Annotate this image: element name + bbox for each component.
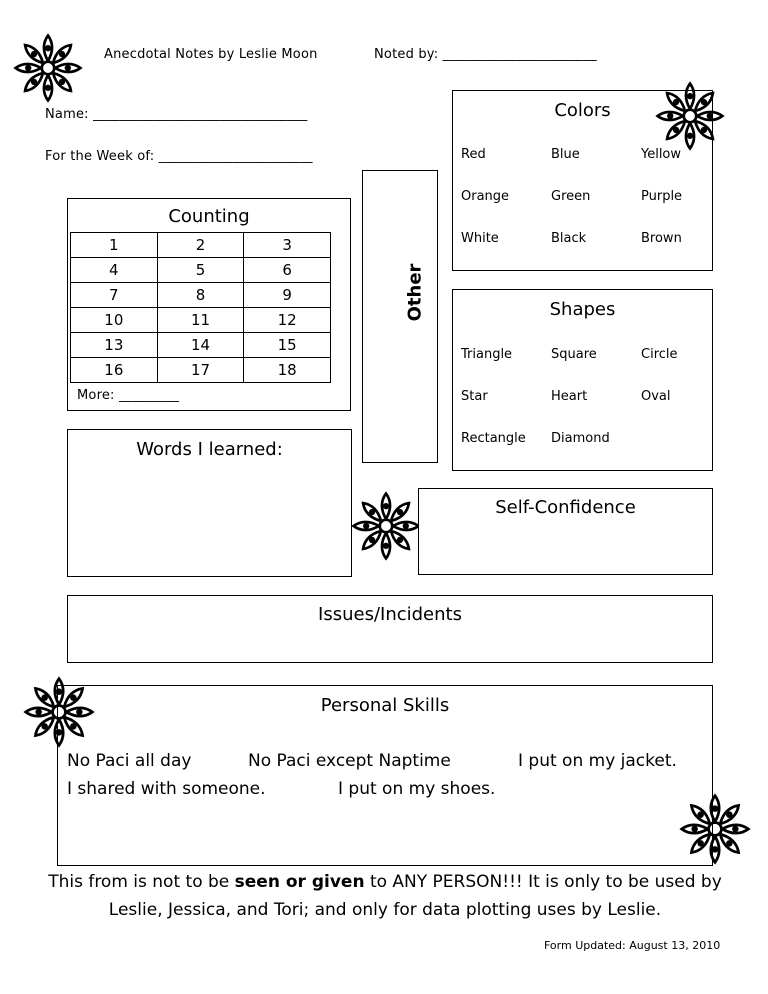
counting-row [71,233,331,258]
shape-item[interactable]: Rectangle [461,431,526,446]
counting-cell[interactable]: 14 [157,333,244,358]
counting-cell[interactable]: 1 [71,233,158,258]
footer-text-1: This from is not to be [48,872,235,892]
color-item[interactable]: Orange [461,189,510,204]
counting-cell[interactable]: 6 [244,258,331,283]
footer-text-2: to ANY PERSON!!! It is only to be used by Leslie, Jessica, and Tori; and only for data plotting uses by Leslie. [108,872,722,920]
counting-cell[interactable]: 2 [157,233,244,258]
counting-cell[interactable]: 18 [244,358,331,383]
shape-item[interactable]: Star [461,389,488,404]
form-title: Anecdotal Notes by Leslie Moon [104,47,318,62]
skill-no-paci-all-day[interactable]: No Paci all day [67,751,192,771]
other-section [362,170,438,463]
color-item[interactable]: Green [551,189,591,204]
counting-more-field[interactable]: More: _________ [77,388,180,403]
counting-cell[interactable]: 13 [71,333,158,358]
form-updated: Form Updated: August 13, 2010 [544,939,721,952]
color-item[interactable]: Brown [641,231,682,246]
footer-notice [40,868,730,924]
shapes-title: Shapes [549,299,616,320]
color-item[interactable]: Black [551,231,587,246]
week-field[interactable]: For the Week of: _______________________ [45,149,313,164]
flower-icon [678,792,752,866]
counting-row [71,333,331,358]
counting-cell[interactable]: 8 [157,283,244,308]
shape-item[interactable]: Heart [551,389,588,404]
words-title: Words I learned: [136,439,283,460]
skill-shared-with-someone[interactable]: I shared with someone. [67,779,266,799]
counting-table [70,232,331,383]
counting-row [71,358,331,383]
counting-cell[interactable]: 16 [71,358,158,383]
counting-cell[interactable]: 17 [157,358,244,383]
self-confidence-title: Self-Confidence [495,497,636,518]
color-item[interactable]: Blue [551,147,580,162]
flower-icon [12,32,84,104]
noted-by-field[interactable]: Noted by: _______________________ [374,47,597,62]
other-title: Other [404,263,426,322]
colors-title: Colors [554,100,611,121]
footer-text-bold: seen or given [234,872,365,892]
color-item[interactable]: Purple [641,189,683,204]
skill-put-on-shoes[interactable]: I put on my shoes. [338,779,496,799]
counting-cell[interactable]: 5 [157,258,244,283]
skill-no-paci-except-naptime[interactable]: No Paci except Naptime [248,751,451,771]
counting-cell[interactable]: 12 [244,308,331,333]
issues-title: Issues/Incidents [318,604,462,625]
counting-row [71,308,331,333]
counting-cell[interactable]: 10 [71,308,158,333]
flower-icon [654,80,726,152]
name-field[interactable]: Name: ________________________________ [45,107,308,122]
shape-item[interactable]: Oval [641,389,671,404]
counting-cell[interactable]: 7 [71,283,158,308]
counting-cell[interactable]: 9 [244,283,331,308]
color-item[interactable]: Yellow [641,147,682,162]
shape-item[interactable]: Square [551,347,597,362]
color-item[interactable]: White [461,231,499,246]
counting-cell[interactable]: 4 [71,258,158,283]
counting-cell[interactable]: 11 [157,308,244,333]
personal-skills-title: Personal Skills [320,695,450,716]
shape-item[interactable]: Triangle [461,347,513,362]
counting-row [71,283,331,308]
color-item[interactable]: Red [461,147,486,162]
counting-title: Counting [168,206,250,227]
shape-item[interactable]: Circle [641,347,678,362]
skill-put-on-jacket[interactable]: I put on my jacket. [518,751,677,771]
flower-icon [22,675,96,749]
counting-cell[interactable]: 3 [244,233,331,258]
flower-icon [350,490,422,562]
counting-cell[interactable]: 15 [244,333,331,358]
counting-row [71,258,331,283]
shape-item[interactable]: Diamond [551,431,610,446]
